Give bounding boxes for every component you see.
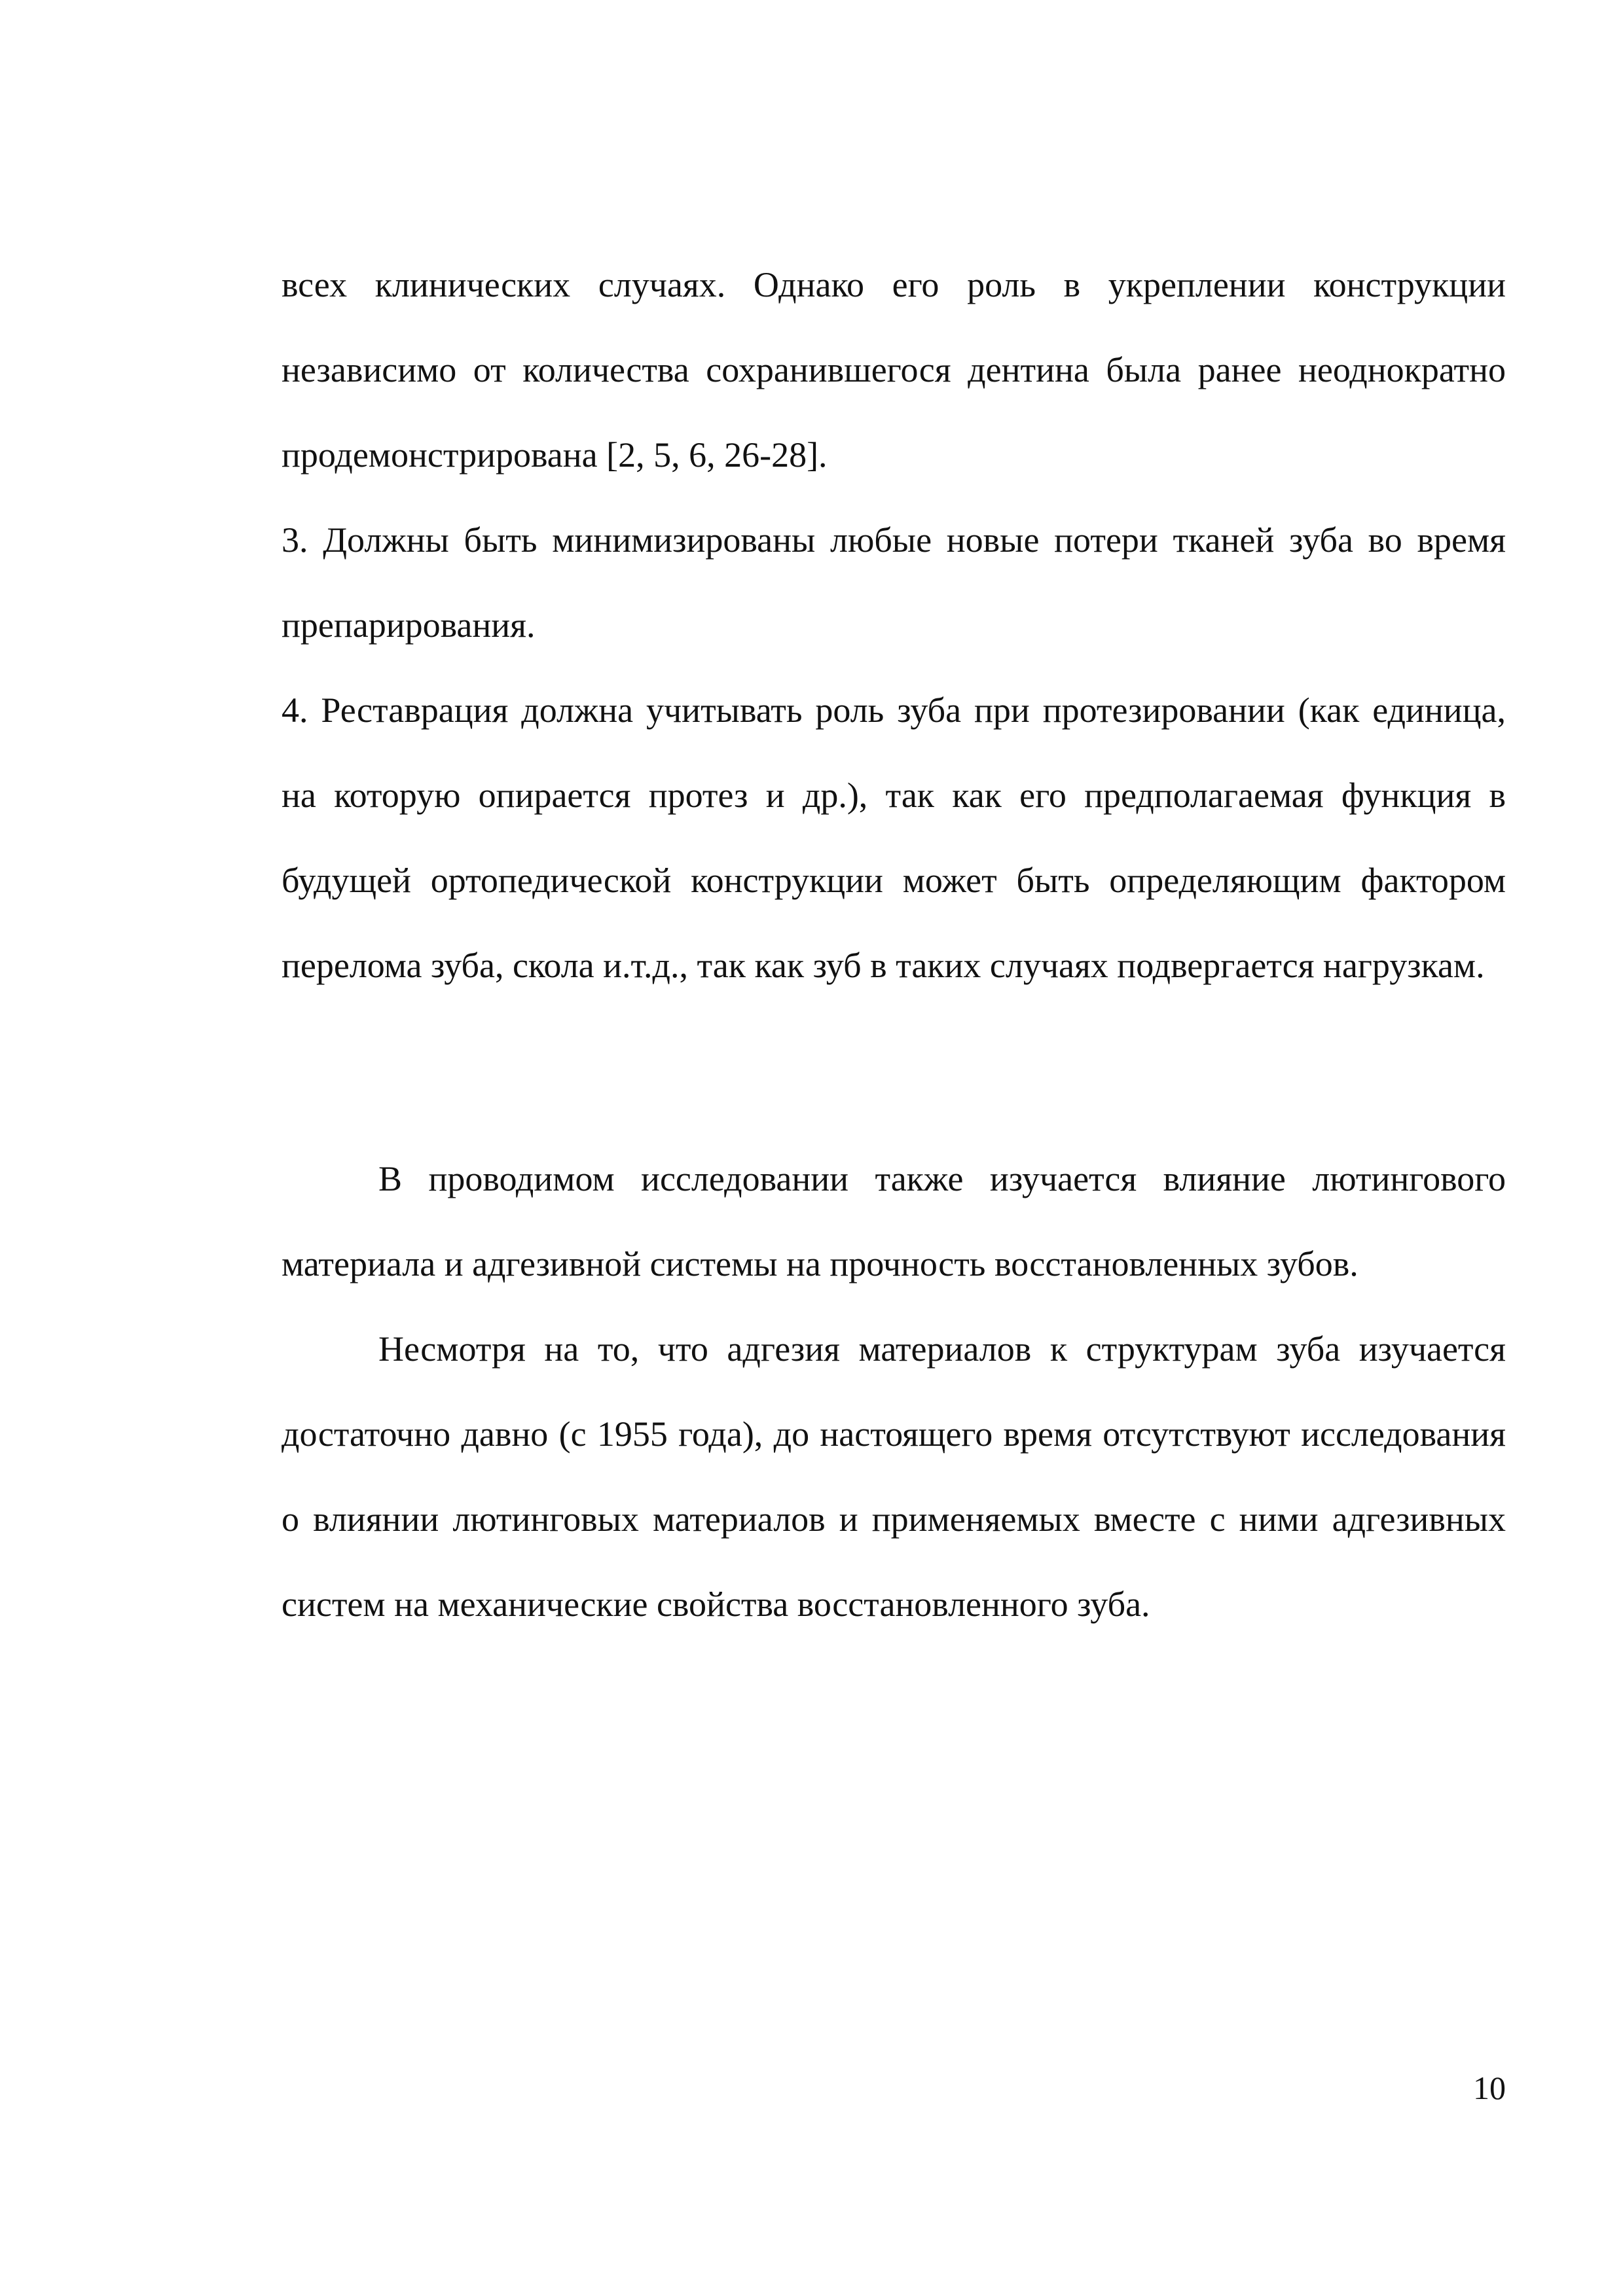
page-number: 10 xyxy=(1473,2070,1506,2106)
paragraph-adhesion: Несмотря на то, что адгезия материалов к структурам зуба изучается достаточно давно (с 1955 года), до настоящего время отсутствуют исследования о влиянии лютинговых материалов и применяемых вместе с ними адгезивных систем на механические свойства восстановленного зуба. xyxy=(282,1329,1506,1624)
paragraph-study-focus: В проводимом исследовании также изучается влияние лютингового материала и адгезивной системы на прочность восстановленных зубов. xyxy=(282,1159,1506,1283)
body-text xyxy=(282,242,1506,1647)
paragraph-item-4: 4. Реставрация должна учитывать роль зуба при протезировании (как единица, на которую опирается протез и др.), так как его предполагаемая функция в будущей ортопедической конструкции может быть определяющим фактором перелома зуба, скола и.т.д., так как зуб в таких случаях подвергается нагрузкам. xyxy=(282,691,1506,985)
paragraph-post-role: всех клинических случаях. Однако его роль в укреплении конструкции независимо от количества сохранившегося дентина была ранее неоднократно продемонстрирована [2, 5, 6, 26-28]. xyxy=(282,265,1506,475)
paragraph-gap xyxy=(282,1008,1506,1136)
paragraph-item-3: 3. Должны быть минимизированы любые новые потери тканей зуба во время препарирования. xyxy=(282,520,1506,645)
